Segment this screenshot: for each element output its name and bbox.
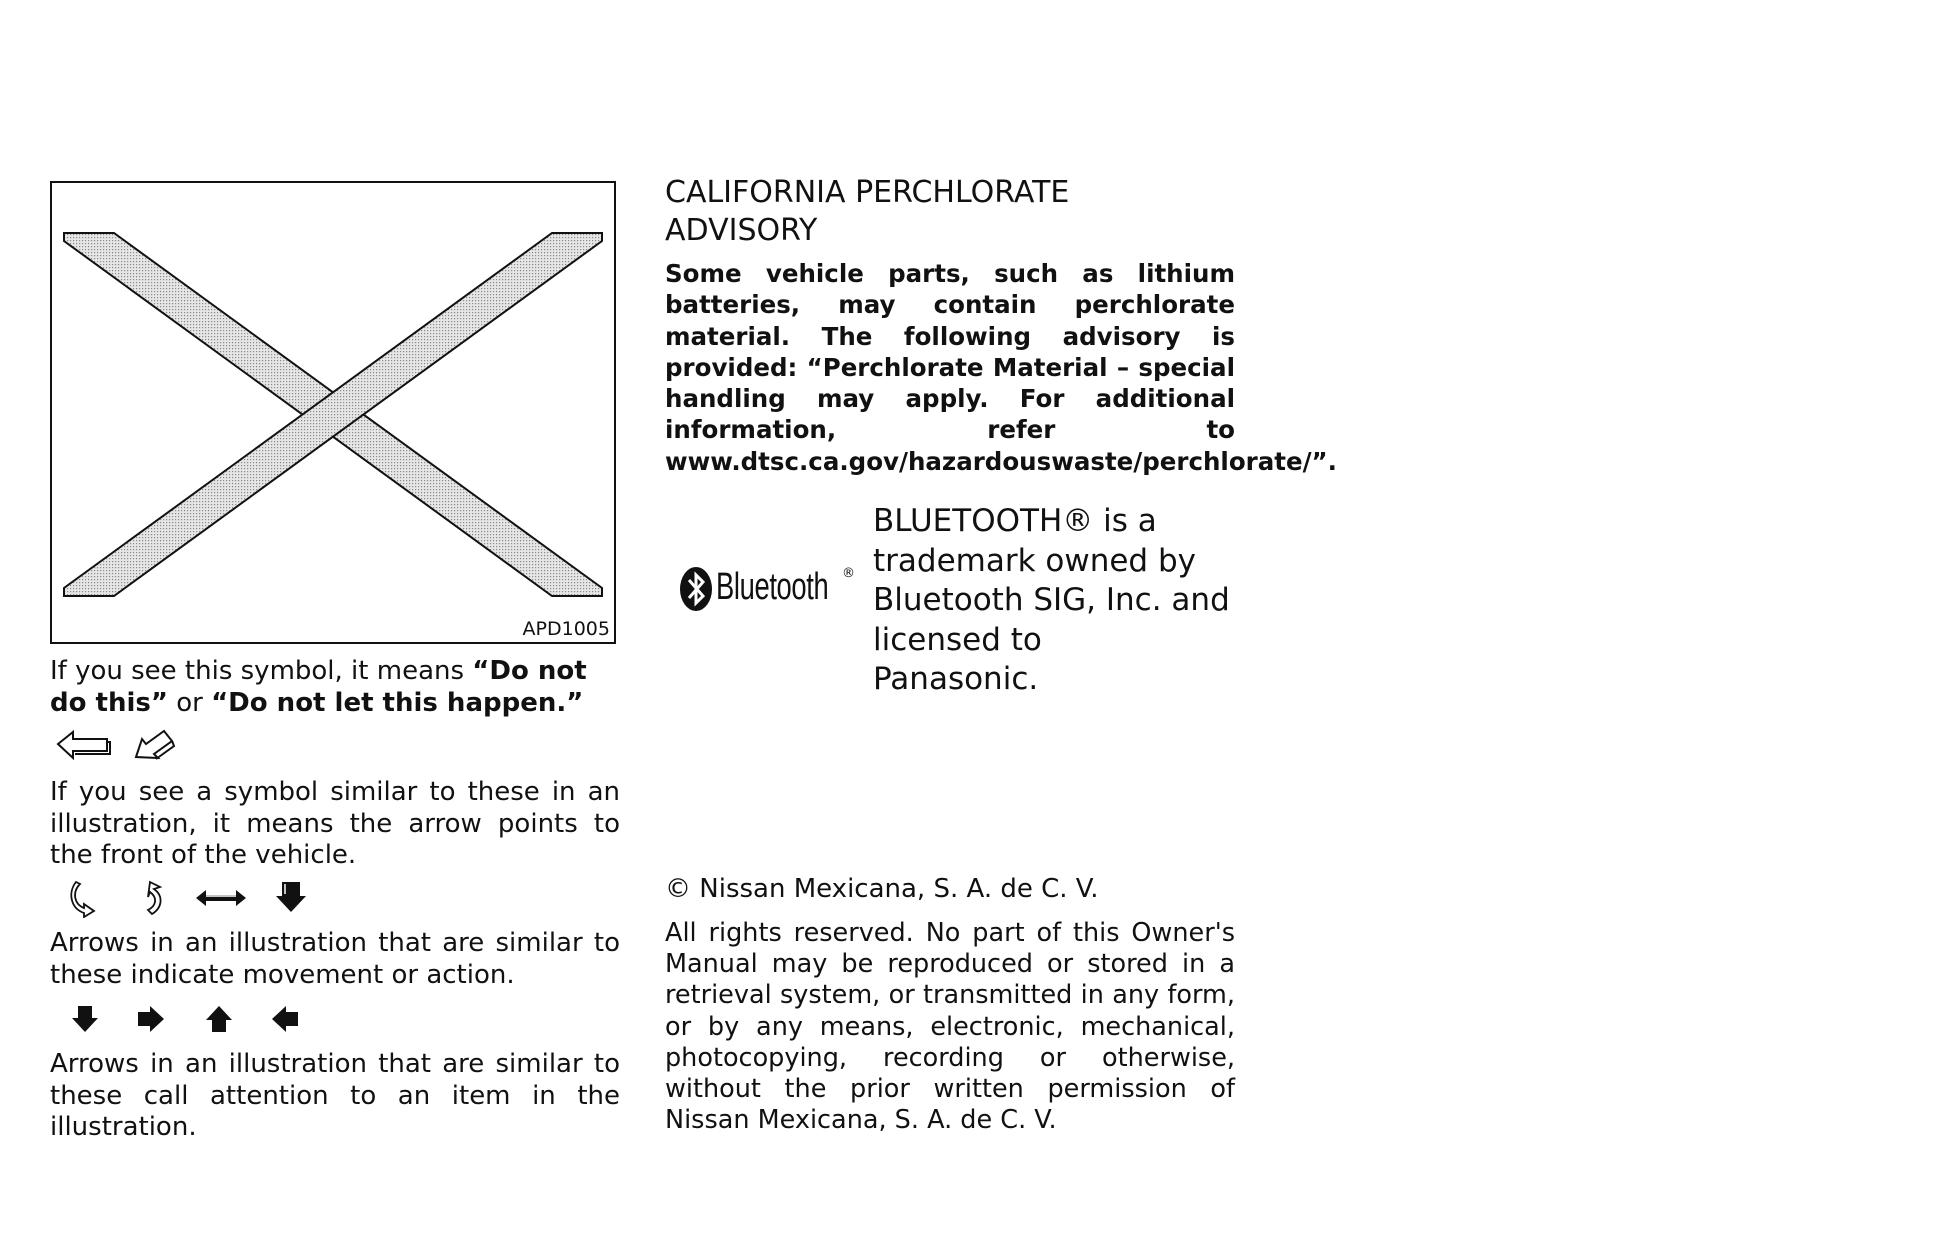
symbol-text-bold1: “Do not do this” [50,656,587,718]
symbol-text-middle: or [167,687,212,718]
rights-reserved-text: All rights reserved. No part of this Owner's Manual may be reproduced or stored in a retrieval system, or transmitted in any form, or by any means, electronic, mechanical, photocopying, recording or otherwise, without the prior written permission of Nissan Mexicana, S. A. de C. V. [665,918,1235,1136]
heading-line-1: CALIFORNIA PERCHLORATE [665,175,1070,210]
bluetooth-icon [678,565,714,613]
cross-symbol-icon [52,183,614,642]
perchlorate-heading [665,174,1235,250]
perchlorate-advisory-text: Some vehicle parts, such as lithium batteries, may contain perchlorate material. The following advisory is provided: “Perchlorate Material – special handling may apply. For additional information, refer to www.dtsc.ca.gov/hazardouswaste/perchlorate/”. [665,259,1337,476]
bt-line-5: Panasonic. [873,661,1039,697]
curved-arrow-icon [70,878,104,918]
heading-line-2: ADVISORY [665,213,818,248]
arrow-right-icon [136,1004,166,1034]
do-not-symbol-figure [50,181,616,644]
curved-arrow-reverse-icon [136,878,170,918]
symbol-text-bold2: “Do not let this happen.” [211,687,584,718]
arrow-up-icon [204,1004,234,1034]
front-arrow-diagonal-icon [132,727,178,763]
front-arrow-left-icon [55,729,115,763]
bt-line-3: Bluetooth SIG, Inc. and [873,582,1230,618]
bluetooth-wordmark: Bluetooth [716,566,829,608]
bt-line-2: trademark owned by [873,542,1196,579]
arrow-left-icon [270,1004,300,1034]
bt-line-4: licensed to [873,621,1042,658]
symbol-explanation [50,656,620,719]
bluetooth-registered-mark: ® [842,566,855,581]
down-motion-arrow-icon [274,880,308,914]
copyright-line: © Nissan Mexicana, S. A. de C. V. [665,874,1099,904]
movement-arrows-text: Arrows in an illustration that are similar to these indicate movement or action. [50,928,620,990]
figure-id-label: APD1005 [522,618,610,640]
attention-arrows-row [70,1004,310,1040]
bt-line-1: BLUETOOTH® is a [873,503,1157,539]
bluetooth-trademark-text [873,502,1253,700]
attention-arrows-text: Arrows in an illustration that are similar to these call attention to an item in the illustration. [50,1049,620,1142]
symbol-text-prefix: If you see this symbol, it means [50,656,473,686]
front-arrows-row [55,727,255,763]
movement-arrows-row [62,880,322,916]
arrow-down-icon [70,1004,100,1034]
double-arrow-icon [194,886,248,910]
front-arrows-text: If you see a symbol similar to these in an illustration, it means the arrow points to the front of the vehicle. [50,777,620,870]
